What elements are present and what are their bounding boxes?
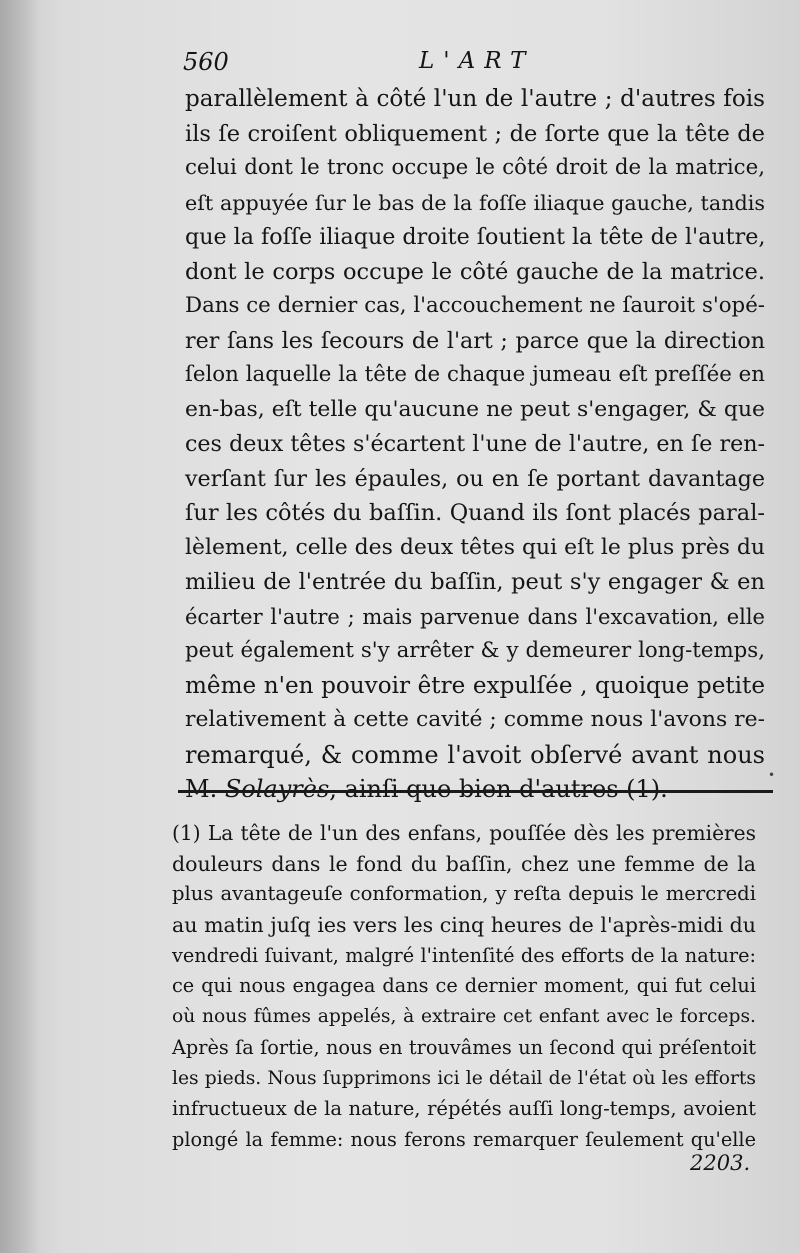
catchword: 2203. [690, 1151, 751, 1175]
text-line: Dans ce dernier cas, l'accouchement ne ſauroit s'opé- [185, 293, 765, 318]
footnote-line: plongé la femme: nous ferons remarquer ſeulement qu'elle [172, 1127, 756, 1151]
text-line: celui dont le tronc occupe le côté droit de la matrice, [185, 155, 765, 180]
footnote-line: où nous fûmes appelés, à extraire cet enfant avec le forceps. [172, 1006, 756, 1028]
page-number: 560 [183, 48, 229, 76]
text-line: remarqué, & comme l'avoit obſervé avant nous [185, 740, 765, 769]
footnote-line: (1) La tête de l'un des enfans, pouſſée dès les premières [172, 821, 756, 845]
text-line: même n'en pouvoir être expulſée , quoique petite [185, 672, 765, 699]
text-line: verſant ſur les épaules, ou en ſe portant davantage [185, 465, 765, 492]
text-line: écarter l'autre ; mais parvenue dans l'excavation, elle [185, 604, 765, 629]
text-line: lèlement, celle des deux têtes qui eſt le plus près du [185, 534, 765, 560]
footnote-line: douleurs dans le fond du baſſin, chez une femme de la [172, 851, 756, 876]
footnote-line: plus avantageuſe conformation, y reſta depuis le mercredi [172, 882, 756, 906]
page-header [183, 44, 743, 84]
rule-mark: • [768, 768, 776, 782]
footnote-line: vendredi ſuivant, malgré l'intenſité des efforts de la nature: [172, 943, 756, 967]
text-line: dont le corps occupe le côté gauche de la matrice. [185, 258, 765, 285]
text-line: parallèlement à côté l'un de l'autre ; d'autres fois [185, 86, 765, 112]
footnote-line: ce qui nous engagea dans ce dernier moment, qui fut celui [172, 974, 756, 998]
text-line: que la foſſe iliaque droite ſoutient la tête de l'autre, [185, 224, 766, 250]
text-line: ces deux têtes s'écartent l'une de l'autre, en ſe ren- [185, 431, 765, 457]
text-line: eſt appuyée ſur le bas de la foſſe iliaque gauche, tandis [185, 190, 765, 215]
text-line: rer ſans les ſecours de l'art ; parce que la direction [185, 327, 765, 354]
text-line: ils ſe croiſent obliquement ; de ſorte que la tête de [185, 120, 765, 147]
footnote-line: Après ſa ſortie, nous en trouvâmes un ſecond qui préſentoit [172, 1035, 756, 1059]
footnote-line: au matin juſq ies vers les cinq heures de l'après-midi du [172, 913, 756, 938]
binding-shadow [0, 0, 40, 1253]
text-line: milieu de l'entrée du baſſin, peut s'y engager & en [185, 569, 765, 595]
text-line: peut également s'y arrêter & y demeurer long-temps, [185, 638, 765, 663]
footnote-line: les pieds. Nous ſupprimons ici le détail de l'état où les efforts [172, 1067, 756, 1089]
main-text [185, 82, 765, 807]
text-line: ſelon laquelle la tête de chaque jumeau eſt preſſée en [185, 362, 765, 387]
text-line: relativement à cette cavité ; comme nous l'avons re- [185, 707, 765, 732]
line-suffix: , ainſi que bien d'autres (1). [329, 775, 668, 803]
text-line: en-bas, eſt telle qu'aucune ne peut s'engager, & que [185, 396, 765, 422]
footnote-line: infructueux de la nature, répétés auſſi long-temps, avoient [172, 1097, 756, 1121]
footnote-rule [178, 790, 773, 793]
footnote [172, 818, 756, 1156]
line-prefix: M. [185, 775, 225, 803]
text-line: ſur les côtés du baſſin. Quand ils ſont placés paral- [185, 500, 765, 526]
person-name: Solayrès [224, 775, 330, 803]
running-title: L'ART [419, 48, 535, 74]
